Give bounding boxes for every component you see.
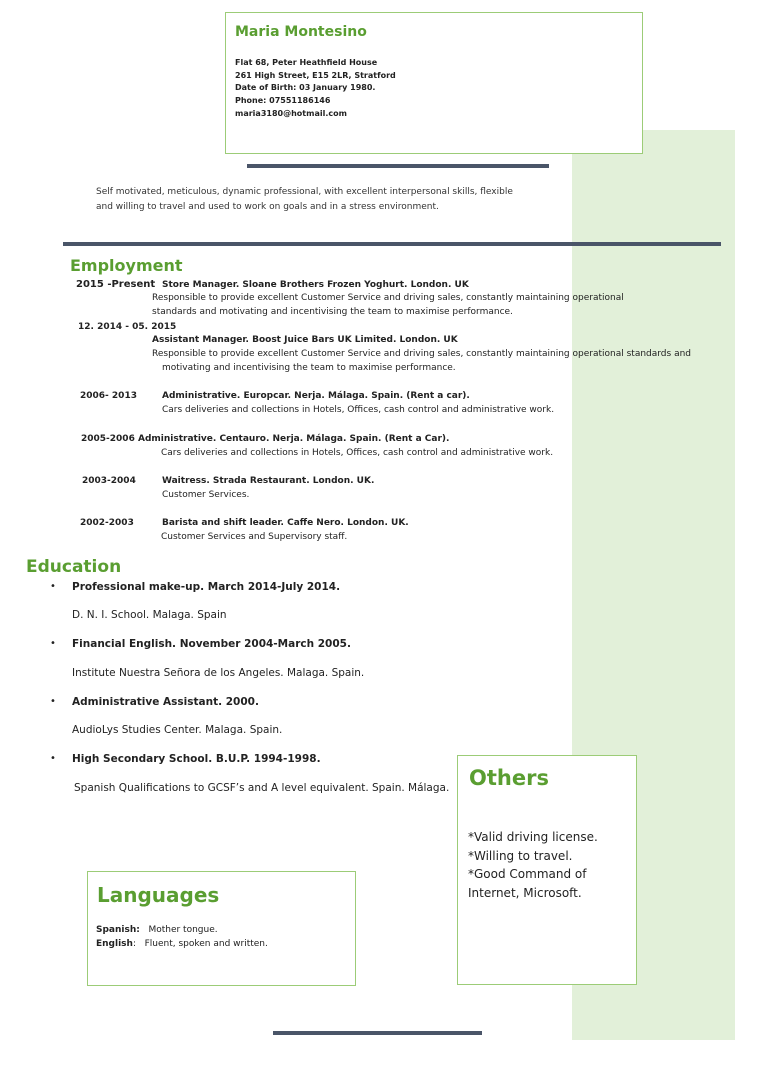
job-description: Customer Services and Supervisory staff. (161, 532, 348, 542)
summary-line-2: and willing to travel and used to work on goals and in a stress environment. (96, 202, 439, 212)
job-date: 2003-2004 (82, 476, 136, 486)
job-description: Responsible to provide excellent Customer Service and driving sales, constantly maintaining operational standards and (152, 349, 691, 359)
bullet-icon: • (50, 581, 56, 592)
job-role: Waitress. Strada Restaurant. London. UK. (162, 476, 375, 486)
language-row (96, 939, 268, 949)
education-institution: Spanish Qualifications to GCSF’s and A level equivalent. Spain. Málaga. (74, 782, 450, 794)
summary (96, 185, 556, 215)
job-role: Administrative. Centauro. Nerja. Málaga. Spain. (Rent a Car). (138, 434, 450, 444)
job-role: Barista and shift leader. Caffe Nero. London. UK. (162, 518, 409, 528)
language-name: Spanish: (96, 925, 140, 935)
phone: Phone: 07551186146 (235, 96, 331, 105)
education-title: High Secondary School. B.U.P. 1994-1998. (72, 753, 321, 765)
others-item: *Willing to travel. (468, 849, 573, 863)
candidate-name: Maria Montesino (235, 24, 367, 40)
job-date: 2006- 2013 (80, 391, 137, 401)
address-line-2: 261 High Street, E15 2LR, Stratford (235, 71, 396, 80)
language-row (96, 925, 218, 935)
others-item: *Good Command of (468, 867, 587, 881)
education-institution: Institute Nuestra Señora de los Angeles. Malaga. Spain. (72, 667, 365, 679)
divider-bar-top (247, 164, 549, 168)
languages-heading: Languages (97, 883, 220, 907)
others-item: *Valid driving license. (468, 830, 598, 844)
others-item: Internet, Microsoft. (468, 886, 582, 900)
bullet-icon: • (50, 696, 56, 707)
employment-heading: Employment (70, 256, 183, 275)
job-description: Cars deliveries and collections in Hotels, Offices, cash control and administrative work. (162, 405, 555, 415)
language-name: English (96, 939, 133, 949)
address-line-1: Flat 68, Peter Heathfield House (235, 58, 378, 67)
job-description: Responsible to provide excellent Customer Service and driving sales, constantly maintaining operational (152, 293, 624, 303)
job-date: 2005-2006 (81, 434, 135, 444)
job-date: 2002-2003 (80, 518, 134, 528)
job-date: 12. 2014 - 05. 2015 (78, 322, 177, 332)
job-description: Cars deliveries and collections in Hotels, Offices, cash control and administrative work. (161, 448, 554, 458)
divider-bar-main (63, 242, 721, 246)
summary-line-1: Self motivated, meticulous, dynamic professional, with excellent interpersonal skills, flexible (96, 187, 513, 197)
email: maria3180@hotmail.com (235, 109, 347, 118)
others-heading: Others (469, 766, 549, 790)
date-of-birth: Date of Birth: 03 January 1980. (235, 83, 376, 92)
language-level: Mother tongue. (148, 925, 218, 935)
bullet-icon: • (50, 753, 56, 764)
education-title: Administrative Assistant. 2000. (72, 696, 259, 708)
job-description: standards and motivating and incentivising the team to maximise performance. (152, 307, 513, 317)
language-separator: : (132, 939, 136, 949)
job-description: Customer Services. (162, 490, 250, 500)
education-heading: Education (26, 557, 122, 577)
job-description: motivating and incentivising the team to maximise performance. (162, 363, 456, 373)
divider-bar-bottom (273, 1031, 482, 1035)
job-role: Store Manager. Sloane Brothers Frozen Yoghurt. London. UK (162, 280, 469, 290)
education-institution: AudioLys Studies Center. Malaga. Spain. (72, 724, 283, 736)
job-role: Administrative. Europcar. Nerja. Málaga. Spain. (Rent a car). (162, 391, 470, 401)
job-date: 2015 -Present (76, 279, 156, 290)
education-title: Professional make-up. March 2014-July 2014. (72, 581, 341, 593)
job-role: Assistant Manager. Boost Juice Bars UK Limited. London. UK (152, 335, 458, 345)
education-institution: D. N. I. School. Malaga. Spain (72, 609, 227, 621)
language-level: Fluent, spoken and written. (144, 939, 268, 949)
education-title: Financial English. November 2004-March 2005. (72, 638, 351, 650)
bullet-icon: • (50, 638, 56, 649)
